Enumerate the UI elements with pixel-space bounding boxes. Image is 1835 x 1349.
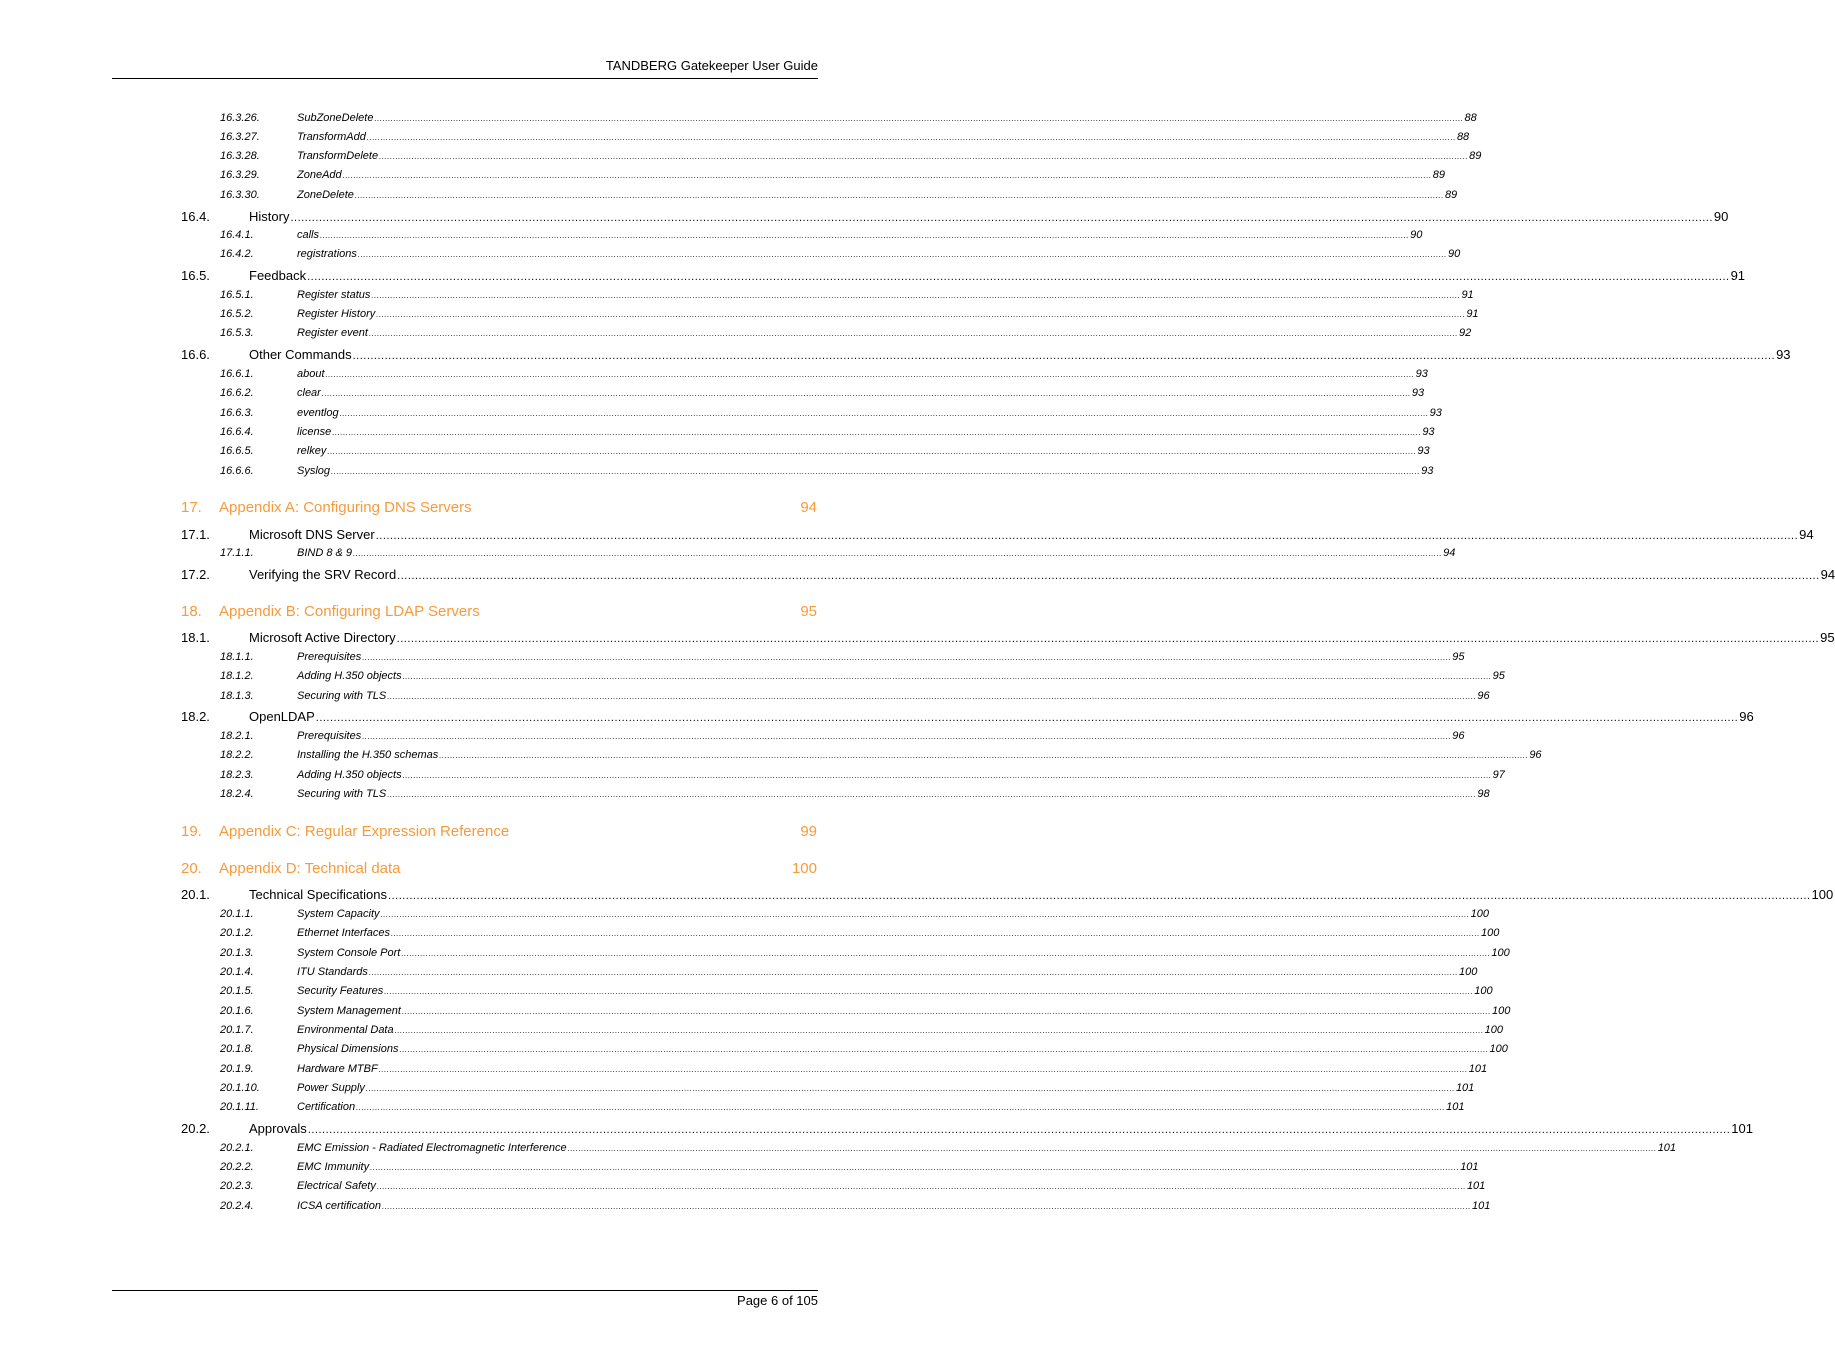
toc-entry-page: 96 [1529,749,1542,761]
toc-entry-page: 93 [1415,368,1428,380]
toc-dot-leader: ................................................................................................................................................................................................................................................................................................................................................................................................................ [390,929,1481,938]
toc-entry-number: 18.2.3. [220,769,254,781]
toc-entry-page: 89 [1469,150,1482,162]
toc-entry-page: 90 [1447,248,1461,260]
toc-entry-level-1[interactable] [181,823,817,843]
toc-entry-level-3[interactable] [220,308,1479,324]
toc-dot-leader: ................................................................................................................................................................................................................................................................................................................................................................................................................ [402,771,1492,780]
toc-entry-title: registrations [297,248,357,260]
toc-entry-title: Appendix A: Configuring DNS Servers [219,499,472,516]
toc-entry-page: 100 [1458,966,1478,978]
toc-entry-page: 93 [1776,347,1791,362]
toc-entry-number: 20.2.2. [220,1161,254,1173]
toc-dot-leader: ................................................................................................................................................................................................................................................................................................................................................................................................................ [567,1144,1657,1153]
header-divider [112,78,818,79]
toc-entry-level-2[interactable] [181,1121,1753,1139]
toc-dot-leader: ................................................................................................................................................................................................................................................................................................................................................................................................................ [362,653,1452,662]
toc-entry-number: 16.5.3. [220,327,254,339]
toc-entry-number: 20.2.1. [220,1142,254,1154]
toc-entry-title: System Capacity [297,908,380,920]
toc-dot-leader: ................................................................................................................................................................................................................................................................................................................................................................................................................ [327,447,1417,456]
toc-entry-title: EMC Immunity [297,1161,370,1173]
toc-entry-level-3[interactable] [220,730,1465,746]
toc-entry-title: History [249,209,290,224]
toc-dot-leader: ................................................................................................................................................................................................................................................................................................................................................................................................................ [354,191,1444,200]
toc-entry-number: 20.1.2. [220,927,254,939]
toc-entry-number: 18.2.2. [220,749,254,761]
toc-entry-title: OpenLDAP [249,709,315,724]
toc-dot-leader: ................................................................................................................................................................................................................................................................................................................................................................................................................ [357,250,1447,259]
toc-dot-leader: ................................................................................................................................................................................................................................................................................................................................................................................................................ [401,1007,1491,1016]
toc-entry-number: 16.3.27. [220,131,260,143]
toc-entry-number: 16.5.2. [220,308,254,320]
toc-dot-leader: ................................................................................................................................................................................................................................................................................................................................................................................................................ [356,1103,1446,1112]
toc-entry-page: 101 [1731,1121,1753,1136]
toc-entry-page: 100 [1489,1043,1508,1055]
toc-entry-number: 17. [181,499,202,516]
toc-entry-level-2[interactable] [181,709,1754,727]
toc-entry-level-3[interactable] [220,1063,1488,1079]
toc-entry-number: 16.3.28. [220,150,260,162]
toc-entry-page: 98 [1477,788,1490,800]
toc-entry-page: 101 [1468,1063,1488,1075]
toc-entry-level-2[interactable] [181,630,1835,648]
toc-entry-title: Ethernet Interfaces [297,927,390,939]
toc-entry-level-3[interactable] [220,690,1490,706]
toc-entry-level-3[interactable] [220,445,1430,461]
toc-entry-title: calls [297,229,320,241]
toc-entry-page: 92 [1459,327,1472,339]
toc-entry-page: 88 [1464,112,1477,124]
toc-entry-page: 94 [1799,527,1814,542]
toc-dot-leader: ................................................................................................................................................................................................................................................................................................................................................................................................................ [388,890,1811,902]
toc-entry-title: ZoneAdd [297,169,342,181]
toc-entry-number: 20.1.9. [220,1063,254,1075]
toc-entry-number: 20.1.5. [220,985,254,997]
toc-entry-number: 18.1. [181,630,210,645]
toc-entry-level-3[interactable] [220,1005,1511,1021]
toc-dot-leader: ................................................................................................................................................................................................................................................................................................................................................................................................................ [320,231,1410,240]
toc-entry-title: license [297,426,332,438]
toc-entry-number: 20.1. [181,887,210,902]
toc-entry-number: 18.2. [181,709,210,724]
toc-dot-leader: ................................................................................................................................................................................................................................................................................................................................................................................................................ [378,1065,1468,1074]
toc-entry-page: 97 [1492,769,1505,781]
toc-entry-level-3[interactable] [220,788,1490,804]
toc-entry-page: 96 [1739,709,1754,724]
toc-dot-leader: ................................................................................................................................................................................................................................................................................................................................................................................................................ [439,751,1529,760]
toc-entry-level-3[interactable] [220,1180,1486,1196]
toc-dot-leader: ................................................................................................................................................................................................................................................................................................................................................................................................................ [353,549,1443,558]
toc-dot-leader: ................................................................................................................................................................................................................................................................................................................................................................................................................ [321,389,1411,398]
toc-entry-page: 93 [1422,426,1435,438]
toc-entry-level-2[interactable] [181,347,1791,365]
toc-dot-leader: ................................................................................................................................................................................................................................................................................................................................................................................................................ [396,633,1820,645]
toc-entry-number: 17.1.1. [220,547,254,559]
toc-dot-leader: ................................................................................................................................................................................................................................................................................................................................................................................................................ [379,152,1469,161]
toc-entry-number: 16.3.29. [220,169,260,181]
toc-entry-page: 101 [1466,1180,1486,1192]
toc-dot-leader: ................................................................................................................................................................................................................................................................................................................................................................................................................ [342,171,1432,180]
toc-entry-level-3[interactable] [220,368,1428,384]
toc-entry-number: 20.1.11. [220,1101,259,1113]
toc-entry-page: 96 [1452,730,1465,742]
toc-entry-title: Certification [297,1101,356,1113]
toc-dot-leader: ................................................................................................................................................................................................................................................................................................................................................................................................................ [371,291,1461,300]
toc-entry-page: 88 [1456,131,1470,143]
toc-entry-number: 20.1.3. [220,947,254,959]
toc-entry-title: Register History [297,308,376,320]
toc-entry-level-3[interactable] [220,327,1472,343]
toc-entry-title: Power Supply [297,1082,365,1094]
toc-entry-number: 20.1.8. [220,1043,254,1055]
toc-entry-page: 101 [1657,1142,1677,1154]
toc-entry-title: TransformAdd [297,131,366,143]
toc-entry-title: Appendix C: Regular Expression Reference [219,823,510,840]
toc-entry-page: 91 [1461,289,1474,301]
toc-dot-leader: ................................................................................................................................................................................................................................................................................................................................................................................................................ [332,428,1422,437]
toc-entry-title: Physical Dimensions [297,1043,399,1055]
toc-entry-title: Adding H.350 objects [297,670,402,682]
toc-entry-title: Electrical Safety [297,1180,376,1192]
toc-entry-page: 95 [1820,630,1835,645]
toc-entry-page: 89 [1444,189,1458,201]
toc-entry-title: Prerequisites [297,730,362,742]
toc-entry-title: System Management [297,1005,401,1017]
toc-entry-number: 16.6.6. [220,465,254,477]
toc-dot-leader: ................................................................................................................................................................................................................................................................................................................................................................................................................ [325,370,1415,379]
toc-entry-level-3[interactable] [220,769,1505,785]
toc-entry-level-3[interactable] [220,112,1477,128]
toc-dot-leader: ................................................................................................................................................................................................................................................................................................................................................................................................................ [374,114,1464,123]
toc-dot-leader: ................................................................................................................................................................................................................................................................................................................................................................................................................ [397,570,1820,582]
toc-entry-page: 101 [1460,1161,1479,1173]
toc-entry-number: 16.6.2. [220,387,254,399]
toc-entry-number: 18.1.2. [220,670,254,682]
toc-entry-title: EMC Emission - Radiated Electromagnetic Interference [297,1142,567,1154]
toc-entry-level-3[interactable] [220,1101,1465,1117]
toc-entry-level-3[interactable] [220,1082,1475,1098]
toc-entry-number: 16.6. [181,347,210,362]
toc-entry-page: 100 [1484,1024,1504,1036]
toc-dot-leader: ................................................................................................................................................................................................................................................................................................................................................................................................................ [402,672,1492,681]
toc-entry-title: eventlog [297,407,339,419]
toc-entry-number: 20.1.4. [220,966,254,978]
toc-entry-level-1[interactable] [181,860,817,880]
toc-dot-leader: ................................................................................................................................................................................................................................................................................................................................................................................................................ [394,1026,1484,1035]
toc-entry-page: 95 [1452,651,1465,663]
toc-entry-number: 16.3.30. [220,189,260,201]
toc-entry-level-3[interactable] [220,1161,1479,1177]
toc-entry-page: 100 [1491,947,1510,959]
toc-dot-leader: ................................................................................................................................................................................................................................................................................................................................................................................................................ [315,712,1739,724]
toc-entry-number: 16.4. [181,209,210,224]
toc-dot-leader: ................................................................................................................................................................................................................................................................................................................................................................................................................ [365,1084,1455,1093]
toc-entry-number: 20.1.10. [220,1082,260,1094]
toc-entry-page: 93 [1421,465,1434,477]
toc-entry-title: ZoneDelete [297,189,354,201]
toc-entry-level-3[interactable] [220,749,1542,765]
toc-entry-page: 95 [1492,670,1505,682]
toc-entry-level-2[interactable] [181,527,1814,545]
toc-entry-level-3[interactable] [220,189,1458,205]
toc-entry-level-3[interactable] [220,131,1470,147]
toc-entry-number: 17.1. [181,527,210,542]
toc-entry-level-3[interactable] [220,1024,1504,1040]
toc-entry-page: 100 [1811,887,1834,902]
toc-entry-title: Microsoft DNS Server [249,527,375,542]
toc-entry-level-3[interactable] [220,169,1445,185]
toc-dot-leader: ................................................................................................................................................................................................................................................................................................................................................................................................................ [362,732,1452,741]
toc-entry-number: 16.3.26. [220,112,260,124]
toc-entry-title: Hardware MTBF [297,1063,378,1075]
toc-entry-title: Securing with TLS [297,788,387,800]
toc-dot-leader: ................................................................................................................................................................................................................................................................................................................................................................................................................ [339,409,1429,418]
toc-entry-title: clear [297,387,321,399]
footer-divider [112,1290,818,1291]
toc-entry-title: Register status [297,289,371,301]
toc-entry-title: Security Features [297,985,384,997]
toc-dot-leader: ................................................................................................................................................................................................................................................................................................................................................................................................................ [381,1202,1472,1211]
toc-entry-level-3[interactable] [220,908,1489,924]
toc-entry-title: Installing the H.350 schemas [297,749,439,761]
toc-entry-page: 100 [1474,985,1493,997]
toc-entry-number: 18.2.1. [220,730,254,742]
toc-entry-title: Other Commands [249,347,352,362]
toc-entry-level-3[interactable] [220,229,1423,245]
toc-entry-number: 20.1.7. [220,1024,254,1036]
toc-dot-leader: ................................................................................................................................................................................................................................................................................................................................................................................................................ [399,1045,1489,1054]
toc-entry-level-3[interactable] [220,947,1510,963]
toc-entry-level-3[interactable] [220,651,1465,667]
page-number: Page 6 of 105 [737,1293,818,1308]
toc-entry-level-3[interactable] [220,426,1435,442]
toc-entry-title: Verifying the SRV Record [249,567,397,582]
toc-entry-page: 91 [1466,308,1479,320]
toc-entry-title: SubZoneDelete [297,112,374,124]
toc-dot-leader: ................................................................................................................................................................................................................................................................................................................................................................................................................ [380,910,1470,919]
toc-entry-title: Adding H.350 objects [297,769,402,781]
toc-entry-number: 20.1.1. [220,908,254,920]
toc-entry-number: 19. [181,823,202,840]
toc-dot-leader: ................................................................................................................................................................................................................................................................................................................................................................................................................ [366,133,1456,142]
toc-entry-level-3[interactable] [220,985,1493,1001]
toc-dot-leader: ................................................................................................................................................................................................................................................................................................................................................................................................................ [387,692,1477,701]
toc-entry-page: 91 [1730,268,1746,283]
toc-entry-level-3[interactable] [220,407,1442,423]
toc-entry-level-2[interactable] [181,268,1746,286]
toc-entry-number: 18. [181,603,202,620]
toc-dot-leader: ................................................................................................................................................................................................................................................................................................................................................................................................................ [370,1163,1460,1172]
toc-dot-leader: ................................................................................................................................................................................................................................................................................................................................................................................................................ [401,949,1491,958]
toc-entry-number: 20. [181,860,202,877]
toc-entry-number: 16.4.1. [220,229,254,241]
toc-entry-level-2[interactable] [181,567,1835,585]
toc-entry-title: relkey [297,445,327,457]
toc-entry-page: 93 [1429,407,1442,419]
toc-entry-number: 20.2. [181,1121,210,1136]
toc-entry-title: Appendix B: Configuring LDAP Servers [219,603,480,620]
toc-entry-page: 94 [800,499,817,516]
toc-entry-page: 95 [800,603,817,620]
toc-entry-page: 101 [1455,1082,1475,1094]
toc-entry-level-3[interactable] [220,387,1425,403]
toc-dot-leader: ................................................................................................................................................................................................................................................................................................................................................................................................................ [307,271,1730,283]
toc-entry-level-3[interactable] [220,966,1478,982]
toc-entry-number: 16.6.3. [220,407,254,419]
toc-entry-number: 20.1.6. [220,1005,254,1017]
toc-entry-title: Securing with TLS [297,690,387,702]
toc-entry-number: 16.6.1. [220,368,254,380]
toc-entry-level-3[interactable] [220,465,1434,481]
toc-entry-title: Syslog [297,465,331,477]
toc-entry-level-3[interactable] [220,1043,1508,1059]
toc-entry-title: Technical Specifications [249,887,388,902]
toc-entry-number: 18.1.1. [220,651,254,663]
toc-entry-page: 99 [800,823,817,840]
toc-entry-title: Approvals [249,1121,307,1136]
toc-entry-level-3[interactable] [220,248,1461,264]
toc-entry-number: 20.2.3. [220,1180,254,1192]
toc-entry-level-3[interactable] [220,547,1456,563]
toc-entry-number: 18.1.3. [220,690,254,702]
toc-entry-title: ITU Standards [297,966,368,978]
toc-entry-page: 101 [1472,1200,1491,1212]
document-header-title: TANDBERG Gatekeeper User Guide [605,58,818,73]
toc-dot-leader: ................................................................................................................................................................................................................................................................................................................................................................................................................ [368,329,1458,338]
toc-entry-page: 96 [1477,690,1490,702]
toc-entry-level-3[interactable] [220,670,1505,686]
toc-entry-page: 89 [1432,169,1445,181]
toc-entry-page: 100 [791,860,817,877]
toc-entry-title: about [297,368,325,380]
toc-entry-page: 90 [1410,229,1423,241]
toc-entry-number: 17.2. [181,567,210,582]
toc-entry-level-3[interactable] [220,927,1500,943]
toc-entry-title: Feedback [249,268,307,283]
toc-entry-number: 16.5.1. [220,289,254,301]
toc-entry-level-3[interactable] [220,1200,1491,1216]
toc-entry-number: 18.2.4. [220,788,254,800]
toc-entry-page: 93 [1411,387,1425,399]
toc-entry-number: 16.4.2. [220,248,254,260]
toc-entry-title: Environmental Data [297,1024,394,1036]
toc-entry-title: Register event [297,327,368,339]
toc-entry-number: 16.6.4. [220,426,254,438]
toc-entry-number: 16.6.5. [220,445,254,457]
toc-dot-leader: ................................................................................................................................................................................................................................................................................................................................................................................................................ [307,1124,1731,1136]
toc-dot-leader: ................................................................................................................................................................................................................................................................................................................................................................................................................ [376,1182,1466,1191]
toc-entry-number: 20.2.4. [220,1200,254,1212]
toc-entry-title: Appendix D: Technical data [219,860,401,877]
toc-entry-page: 100 [1470,908,1489,920]
toc-dot-leader: ................................................................................................................................................................................................................................................................................................................................................................................................................ [352,350,1776,362]
toc-entry-page: 94 [1443,547,1456,559]
toc-entry-level-1[interactable] [181,499,817,519]
toc-entry-page: 101 [1446,1101,1465,1113]
toc-entry-level-3[interactable] [220,289,1474,305]
toc-entry-page: 100 [1492,1005,1511,1017]
toc-entry-level-3[interactable] [220,150,1482,166]
toc-dot-leader: ................................................................................................................................................................................................................................................................................................................................................................................................................ [290,212,1713,224]
toc-entry-title: BIND 8 & 9 [297,547,353,559]
toc-entry-title: System Console Port [297,947,401,959]
toc-entry-level-2[interactable] [181,887,1834,905]
toc-dot-leader: ................................................................................................................................................................................................................................................................................................................................................................................................................ [387,790,1477,799]
toc-entry-page: 93 [1417,445,1430,457]
toc-entry-page: 94 [1820,567,1835,582]
toc-entry-title: Microsoft Active Directory [249,630,396,645]
toc-dot-leader: ................................................................................................................................................................................................................................................................................................................................................................................................................ [384,987,1474,996]
toc-entry-number: 16.5. [181,268,210,283]
toc-entry-page: 90 [1713,209,1729,224]
toc-entry-title: ICSA certification [297,1200,381,1212]
toc-dot-leader: ................................................................................................................................................................................................................................................................................................................................................................................................................ [376,310,1466,319]
toc-entry-title: TransformDelete [297,150,379,162]
toc-dot-leader: ................................................................................................................................................................................................................................................................................................................................................................................................................ [331,467,1421,476]
toc-entry-page: 100 [1481,927,1500,939]
toc-entry-level-1[interactable] [181,603,817,623]
toc-entry-level-3[interactable] [220,1142,1677,1158]
toc-dot-leader: ................................................................................................................................................................................................................................................................................................................................................................................................................ [368,968,1458,977]
toc-entry-title: Prerequisites [297,651,362,663]
toc-dot-leader: ................................................................................................................................................................................................................................................................................................................................................................................................................ [375,530,1799,542]
toc-entry-level-2[interactable] [181,209,1729,227]
